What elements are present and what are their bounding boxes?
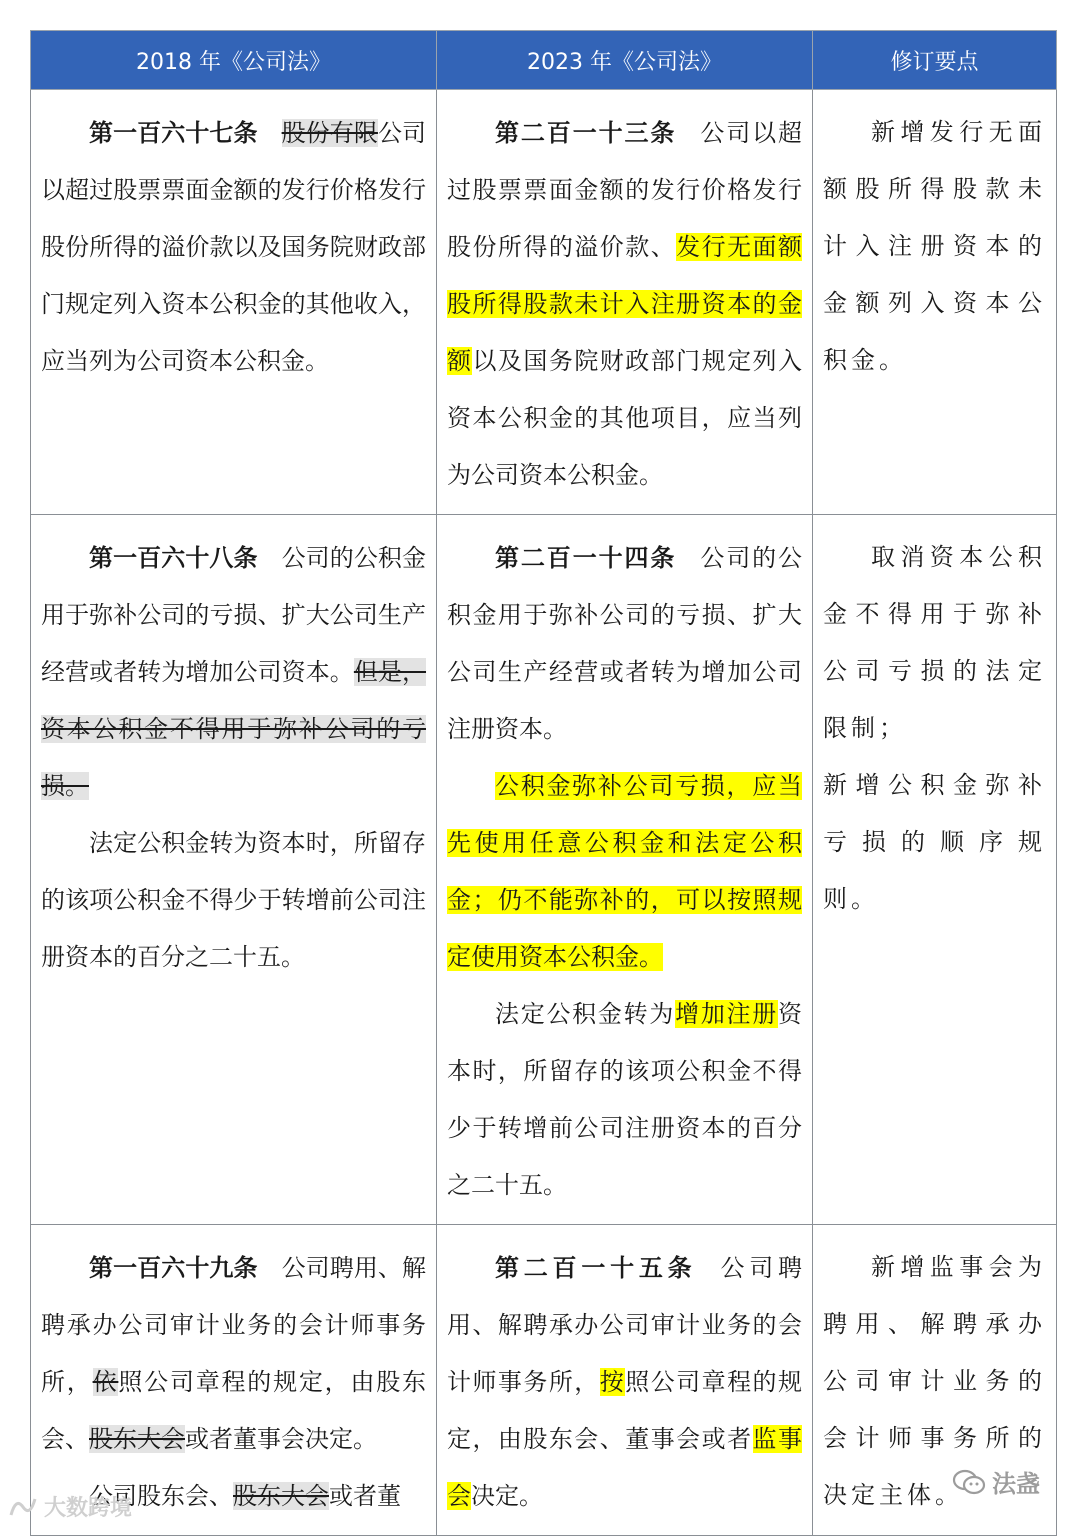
old-article-cell	[31, 1225, 437, 1536]
highlighted-text: 监事会	[447, 1425, 803, 1510]
article-body: 照公司章程的规定，由股东会、	[41, 1368, 427, 1453]
revision-note-cell	[813, 90, 1057, 515]
article-number: 第一百六十八条	[89, 543, 258, 572]
new-article-cell	[437, 1225, 813, 1536]
watermark-text: 法盏	[992, 1470, 1040, 1498]
law-comparison-table	[30, 30, 1057, 1536]
deleted-text: 但是，资本公积金不得用于弥补公司的亏损。	[41, 658, 427, 800]
table-header-row	[31, 31, 1057, 90]
table-row	[31, 1225, 1057, 1536]
old-article-text	[41, 529, 426, 815]
article-body: 资本时，所留存的该项公积金不得少于转增前公司注册资本的百分之二十五。	[447, 1000, 803, 1199]
article-number: 第一百六十九条	[89, 1253, 258, 1282]
new-article-paragraph	[447, 758, 802, 986]
deleted-text: 股东大会	[233, 1482, 329, 1510]
article-number: 第一百六十七条	[89, 118, 258, 147]
article-body: 公司以超过股票票面金额的发行价格发行股份所得的溢价款以及国务院财政部门规定列入资本公积金的其他收入，应当列为公司资本公积金。	[41, 119, 427, 375]
watermark-text: 大数跨境	[44, 1496, 133, 1521]
old-article-cell	[31, 90, 437, 515]
wechat-icon	[952, 1468, 986, 1496]
revision-note: 新增公积金弥补亏损的顺序规则。	[823, 771, 1046, 913]
new-article-cell	[437, 90, 813, 515]
table-row	[31, 90, 1057, 515]
brand-logo-icon	[8, 1495, 38, 1519]
article-body: 以及国务院财政部门规定列入资本公积金的其他项目，应当列为公司资本公积金。	[447, 347, 803, 489]
highlighted-text: 发行无面额股所得股款未计入注册资本的金额	[447, 233, 803, 375]
article-number: 第二百一十五条	[495, 1253, 697, 1282]
article-body: 公司聘用、解聘承办公司审计业务的会计师事务所，	[41, 1254, 427, 1396]
article-number: 第二百一十四条	[495, 543, 677, 572]
deleted-text: 依	[92, 1368, 119, 1396]
watermark-dashu	[8, 1491, 132, 1522]
article-body: 或者董事会决定。	[185, 1425, 377, 1453]
article-body: 照公司章程的规定，由股东会、董事会或者	[447, 1368, 803, 1453]
new-article-text	[447, 104, 802, 504]
article-body: 或者董	[329, 1482, 401, 1510]
article-body: 公司的公积金用于弥补公司的亏损、扩大公司生产经营或者转为增加公司注册资本。	[447, 544, 803, 743]
article-body: 公司的公积金用于弥补公司的亏损、扩大公司生产经营或者转为增加公司资本。	[41, 544, 427, 686]
new-article-text	[447, 1239, 802, 1525]
header-revision-points: 修订要点	[813, 31, 1057, 90]
deleted-text: 股份有限	[281, 119, 378, 147]
highlighted-text: 增加注册	[675, 1000, 779, 1028]
old-article-text	[41, 1239, 426, 1468]
new-article-text	[447, 529, 802, 758]
old-article-paragraph: 法定公积金转为资本时，所留存的该项公积金不得少于转增前公司注册资本的百分之二十五。	[41, 829, 426, 971]
header-2023-law: 2023 年《公司法》	[437, 31, 813, 90]
old-article-cell	[31, 515, 437, 1225]
revision-note-cell	[813, 515, 1057, 1225]
article-body: 公司股东会、	[89, 1482, 233, 1510]
article-number: 第二百一十三条	[495, 118, 677, 147]
article-body: 法定公积金转为	[495, 1000, 676, 1028]
header-2018-law: 2018 年《公司法》	[31, 31, 437, 90]
revision-note: 新增发行无面额股所得股款未计入注册资本的金额列入资本公积金。	[823, 118, 1046, 374]
new-article-paragraph	[447, 986, 802, 1214]
old-article-text	[41, 104, 426, 390]
new-article-cell	[437, 515, 813, 1225]
watermark-fazhan	[952, 1464, 1040, 1499]
table-row	[31, 515, 1057, 1225]
article-body: 公司以超过股票票面金额的发行价格发行股份所得的溢价款、	[447, 119, 803, 261]
article-body: 决定。	[471, 1482, 543, 1510]
revision-note: 新增监事会为聘用、解聘承办公司审计业务的会计师事务所的决定主体。	[823, 1253, 1046, 1509]
highlighted-text: 按	[599, 1368, 626, 1396]
revision-note: 取消资本公积金不得用于弥补公司亏损的法定限制；	[823, 543, 1046, 742]
highlighted-text: 公积金弥补公司亏损，应当先使用任意公积金和法定公积金；仍不能弥补的，可以按照规定使用资本公积金。	[447, 772, 802, 971]
deleted-text: 股东大会	[89, 1425, 185, 1453]
article-body: 公司聘用、解聘承办公司审计业务的会计师事务所，	[447, 1254, 803, 1396]
